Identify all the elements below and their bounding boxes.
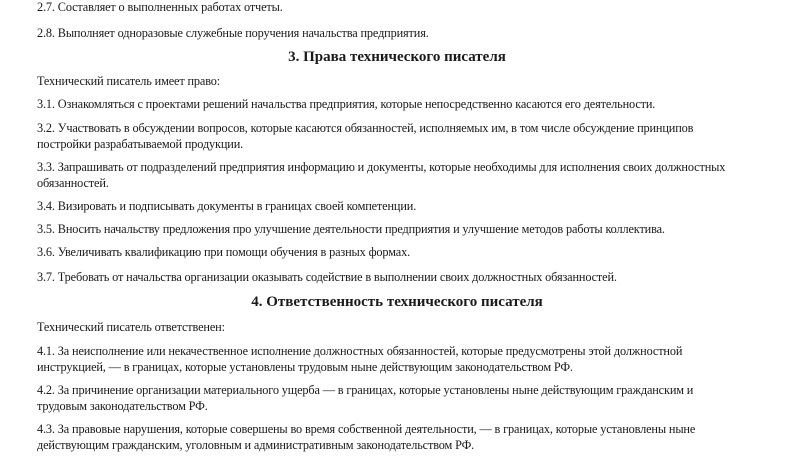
paragraph-3-2: 3.2. Участвовать в обсуждении вопросов, которые касаются обязанностей, исполняемых им, в том числе обсуждение принципов постройки разрабатываемой продукции.: [37, 121, 694, 151]
section-3-intro: Технический писатель имеет право:: [37, 74, 221, 88]
paragraph-2-8: 2.8. Выполняет одноразовые служебные поручения начальства предприятия.: [37, 26, 429, 40]
paragraph-3-7: 3.7. Требовать от начальства организации оказывать содействие в выполнении своих должностных обязанностей.: [37, 270, 617, 284]
paragraph-2-7: 2.7. Составляет о выполненных работах отчеты.: [37, 0, 283, 14]
paragraph-3-5: 3.5. Вносить начальству предложения про улучшение деятельности предприятия и улучшение методов работы коллектива.: [37, 222, 665, 236]
paragraph-4-3: 4.3. За правовые нарушения, которые совершены во время собственной деятельности, — в границах, которые установлены ныне действующим гражданским, уголовным и административным законодательством РФ.: [37, 422, 696, 452]
section-3-heading: 3. Права технического писателя: [288, 49, 506, 65]
paragraph-3-3: 3.3. Запрашивать от подразделений предприятия информацию и документы, которые необходимы для исполнения своих должностных обязанностей.: [37, 160, 726, 190]
section-4-heading: 4. Ответственность технического писателя: [251, 294, 543, 310]
paragraph-3-6: 3.6. Увеличивать квалификацию при помощи обучения в разных формах.: [37, 245, 410, 259]
paragraph-4-2: 4.2. За причинение организации материального ущерба — в границах, которые установлены ныне действующим гражданским и трудовым законодательством РФ.: [37, 383, 694, 413]
paragraph-4-1: 4.1. За неисполнение или некачественное исполнение должностных обязанностей, которые предусмотрены этой должностной инструкцией, — в границах, которые установлены трудовым ныне действующим законодательством РФ.: [37, 344, 683, 374]
paragraph-3-4: 3.4. Визировать и подписывать документы в границах своей компетенции.: [37, 199, 417, 213]
section-4-intro: Технический писатель ответственен:: [37, 320, 225, 334]
paragraph-3-1: 3.1. Ознакомляться с проектами решений начальства предприятия, которые непосредственно касаются его деятельности.: [37, 97, 656, 111]
